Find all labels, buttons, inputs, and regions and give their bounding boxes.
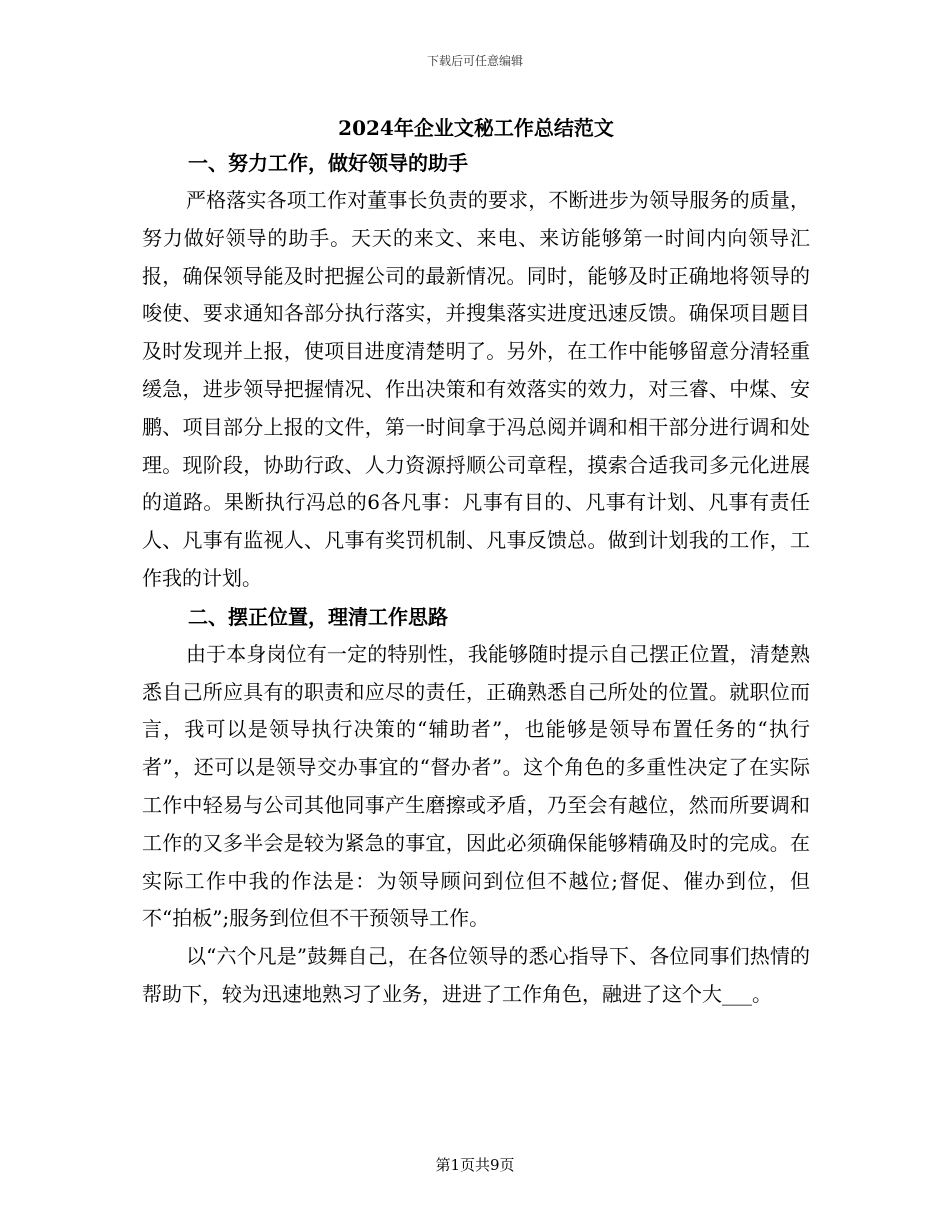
document-title: 2024年企业文秘工作总结范文	[338, 116, 614, 140]
page-number-footer: 第1页共9页	[435, 1156, 515, 1174]
section-2-paragraph-2: 以“六个凡是”鼓舞自己，在各位领导的悉心指导下、各位同事们热情的帮助下，较为迅速地熟习了业务，进进了工作角色，融进了这个大___。	[142, 944, 810, 1006]
section-1-paragraph-1: 严格落实各项工作对董事长负责的要求，不断进步为领导服务的质量，努力做好领导的助手。天天的来文、来电、来访能够第一时间内向领导汇报，确保领导能及时把握公司的最新情况。同时，能够及时正确地将领导的唆使、要求通知各部分执行落实，并搜集落实进度迅速反馈。确保项目题目及时发现并上报，使项目进度清楚明了。另外，在工作中能够留意分清轻重缓急，进步领导把握情况、作出决策和有效落实的效力，对三睿、中煤、安鹏、项目部分上报的文件，第一时间拿于冯总阅并调和相干部分进行调和处理。现阶段，协助行政、人力资源捋顺公司章程，摸索合适我司多元化进展的道路。果断执行冯总的6各凡事：凡事有目的、凡事有计划、凡事有责任人、凡事有监视人、凡事有奖罚机制、凡事反馈总。做到计划我的工作，工作我的计划。	[142, 188, 810, 590]
section-heading-2: 二、摆正位置，理清工作思路	[188, 604, 448, 629]
page-header-note: 下载后可任意编辑	[426, 54, 523, 68]
section-heading-1: 一、努力工作，做好领导的助手	[188, 151, 468, 175]
document-body	[142, 112, 810, 1014]
section-2-paragraph-1: 由于本身岗位有一定的特别性，我能够随时提示自己摆正位置，清楚熟悉自己所应具有的职责和应尽的责任，正确熟悉自己所处的位置。就职位而言，我可以是领导执行决策的“辅助者”，也能够是领导布置任务的“执行者”，还可以是领导交办事宜的“督办者”。这个角色的多重性决定了在实际工作中轻易与公司其他同事产生磨擦或矛盾，乃至会有越位，然而所要调和工作的又多半会是较为紧急的事宜，因此必须确保能够精确及时的完成。在实际工作中我的作法是：为领导顾问到位但不越位;督促、催办到位，但不“拍板”;服务到位但不干预领导工作。	[142, 641, 810, 931]
